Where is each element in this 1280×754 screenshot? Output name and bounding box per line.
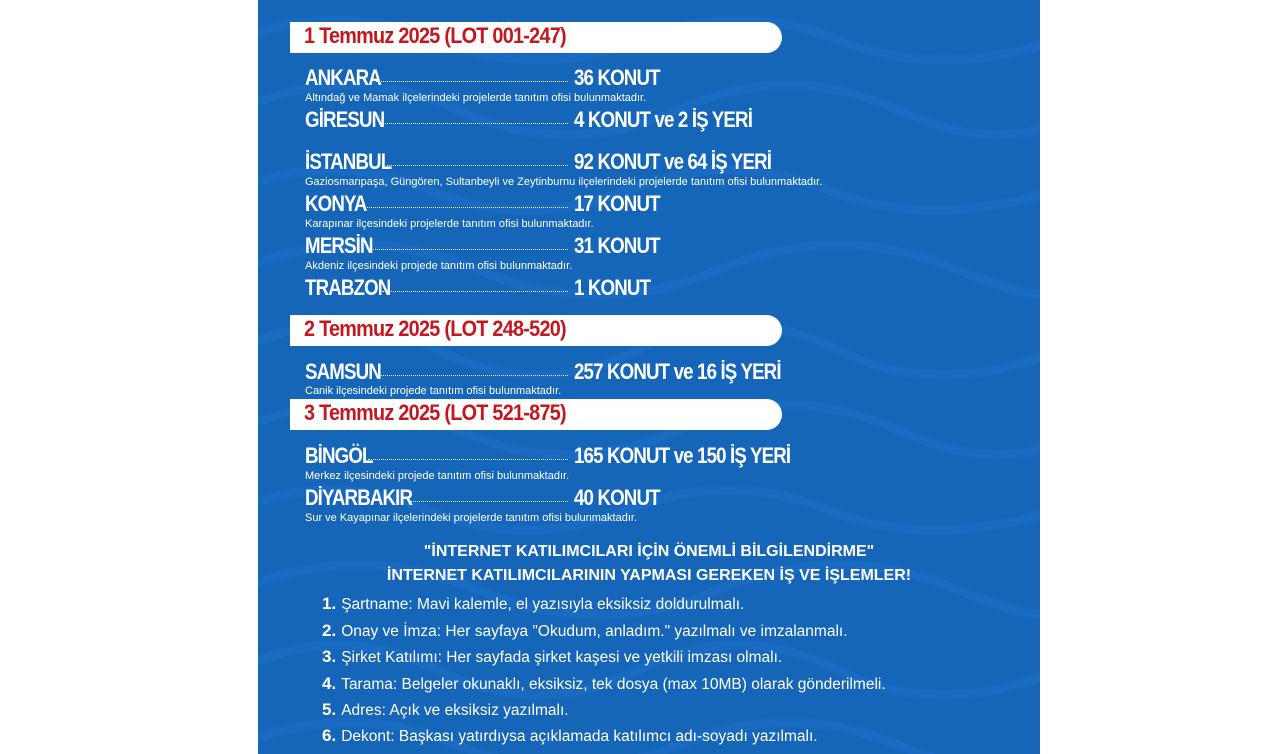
announcement-poster	[258, 0, 1040, 754]
unit-count: 257 KONUT ve 16 İŞ YERİ	[574, 359, 781, 384]
office-note: Akdeniz ilçesindeki projede tanıtım ofisi bulunmaktadır.	[305, 260, 573, 272]
dotted-leader	[387, 165, 568, 166]
city-entry-istanbul	[305, 151, 1005, 173]
step-text: Onay ve İmza: Her sayfaya "Okudum, anladım." yazılmalı ve imzalanmalı.	[341, 623, 848, 640]
dotted-leader	[376, 375, 568, 376]
office-note: Gaziosmanpaşa, Güngören, Sultanbeyli ve Zeytinburnu ilçelerindeki projelerde tanıtım ofisi bulunmaktadır.	[305, 176, 823, 188]
step-text: Tarama: Belgeler okunaklı, eksiksiz, tek dosya (max 10MB) olarak gönderilmeli.	[341, 676, 886, 693]
dotted-leader	[408, 501, 568, 502]
city-entry-ankara	[305, 67, 1005, 89]
office-note: Sur ve Kayapınar ilçelerindeki projelerde tanıtım ofisi bulunmaktadır.	[305, 512, 638, 524]
office-note: Merkez ilçesindeki projede tanıtım ofisi bulunmaktadır.	[305, 470, 570, 482]
unit-count: 17 KONUT	[574, 191, 660, 216]
step-item	[322, 593, 744, 616]
city-entry-diyarbakir	[305, 487, 1005, 509]
dotted-leader	[368, 459, 568, 460]
step-number: 4.	[322, 674, 337, 693]
city-entry-konya	[305, 193, 1005, 215]
unit-count: 31 KONUT	[574, 233, 660, 258]
step-text: Şirket Katılımı: Her sayfada şirket kaşesi ve yetkili imzası olmalı.	[341, 649, 783, 666]
city-name: KONYA	[305, 191, 367, 216]
city-name: ANKARA	[305, 65, 381, 90]
step-number: 6.	[322, 726, 337, 745]
unit-count: 92 KONUT ve 64 İŞ YERİ	[574, 149, 772, 174]
city-entry-bingol	[305, 445, 1005, 467]
step-text: Dekont: Başkası yatırdıysa açıklamada katılımcı adı-soyadı yazılmalı.	[341, 728, 818, 745]
date-banner-title: 2 Temmuz 2025 (LOT 248-520)	[304, 316, 566, 341]
date-banner-title: 3 Temmuz 2025 (LOT 521-875)	[304, 400, 566, 425]
dotted-leader	[365, 207, 568, 208]
step-number: 1.	[322, 594, 337, 613]
step-item	[322, 646, 782, 669]
dotted-leader	[376, 81, 568, 82]
city-entry-samsun	[305, 361, 1005, 383]
unit-count: 36 KONUT	[574, 65, 660, 90]
date-banner-3	[290, 399, 782, 430]
dotted-leader	[371, 249, 568, 250]
unit-count: 165 KONUT ve 150 İŞ YERİ	[574, 443, 791, 468]
step-item	[322, 620, 848, 643]
city-name: GİRESUN	[305, 107, 385, 132]
city-name: TRABZON	[305, 275, 391, 300]
office-note: Altındağ ve Mamak ilçelerindeki projelerde tanıtım ofisi bulunmaktadır.	[305, 92, 647, 104]
city-name: BİNGÖL	[305, 443, 373, 468]
office-note: Canik ilçesindeki projede tanıtım ofisi bulunmaktadır.	[305, 385, 562, 397]
step-item	[322, 725, 818, 748]
city-entry-trabzon	[305, 277, 1005, 299]
step-item	[322, 673, 886, 696]
city-entry-mersin	[305, 235, 1005, 257]
city-name: İSTANBUL	[305, 149, 392, 174]
step-text: Adres: Açık ve eksiksiz yazılmalı.	[341, 702, 569, 719]
city-entry-giresun	[305, 109, 1005, 131]
info-subheading: İNTERNET KATILIMCILARININ YAPMASI GEREKEN İŞ VE İŞLEMLER!	[386, 567, 912, 584]
city-name: DİYARBAKIR	[305, 485, 413, 510]
city-name: SAMSUN	[305, 359, 381, 384]
unit-count: 40 KONUT	[574, 485, 660, 510]
dotted-leader	[381, 123, 568, 124]
step-text: Şartname: Mavi kalemle, el yazısıyla eksiksiz doldurulmalı.	[341, 596, 745, 613]
step-number: 3.	[322, 647, 337, 666]
dotted-leader	[382, 291, 568, 292]
unit-count: 1 KONUT	[574, 275, 651, 300]
date-banner-1	[290, 22, 782, 53]
unit-count: 4 KONUT ve 2 İŞ YERİ	[574, 107, 753, 132]
step-number: 2.	[322, 621, 337, 640]
step-item	[322, 699, 569, 722]
info-heading: "İNTERNET KATILIMCILARI İÇİN ÖNEMLİ BİLGİLENDİRME"	[423, 543, 875, 560]
date-banner-2	[290, 315, 782, 346]
city-name: MERSİN	[305, 233, 373, 258]
date-banner-title: 1 Temmuz 2025 (LOT 001-247)	[304, 23, 566, 48]
office-note: Karapınar ilçesindeki projelerde tanıtım ofisi bulunmaktadır.	[305, 218, 594, 230]
step-number: 5.	[322, 700, 337, 719]
